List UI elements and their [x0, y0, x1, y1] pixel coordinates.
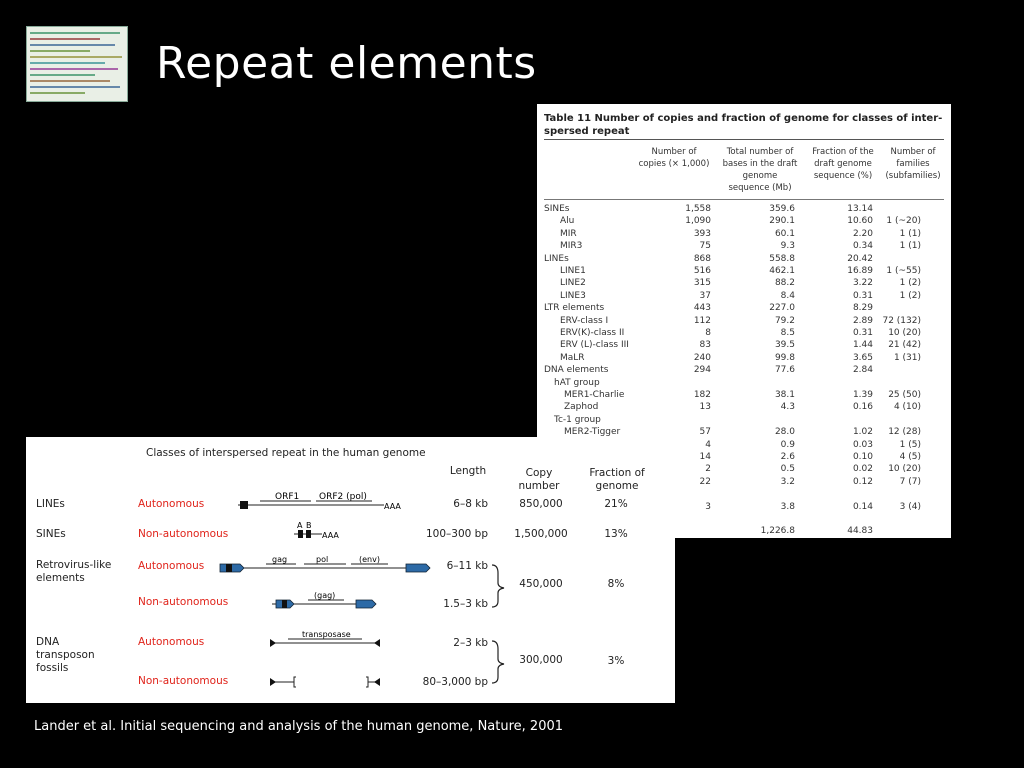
table-cell-label: MIR: [560, 228, 577, 239]
header-line: Total number of: [726, 147, 794, 157]
table-cell-frac: 0.12: [852, 476, 873, 487]
table-cell-frac: 0.31: [852, 290, 873, 301]
table-cell-frac: 13.14: [847, 204, 873, 214]
table-cell-copies: 83: [699, 340, 711, 351]
class-line: transposon: [36, 649, 95, 661]
table-cell-label: MER1-Charlie: [564, 390, 625, 400]
table-cell-frac: 0.31: [852, 328, 873, 338]
table-cell-copies: 13: [699, 402, 711, 413]
repeat-classes-figure: [26, 437, 675, 703]
table-cell-total: 8.4: [780, 290, 795, 301]
table-cell-frac: 20.42: [847, 253, 873, 264]
table-row: [537, 204, 951, 216]
table-cell-fam: 21 (42): [888, 340, 921, 351]
table-cell-copies: 516: [693, 266, 711, 276]
table-cell-fam: 1 (~55): [886, 266, 921, 276]
table-cell-copies: 443: [693, 303, 711, 314]
table-cell-frac: 0.03: [852, 439, 873, 450]
table-cell-copies: 294: [693, 365, 711, 376]
header-line: Copy: [525, 467, 553, 479]
table-cell-fam: 1 (2): [899, 278, 921, 289]
table-cell-label: ERV(K)-class II: [560, 328, 625, 338]
table-cell-fam: 1 (2): [899, 290, 921, 301]
table-cell-fam: 10 (20): [888, 328, 921, 338]
header-line: Fraction of: [589, 467, 645, 479]
table-cell-fam: 7 (7): [899, 476, 921, 487]
table-cell-label: MIR3: [560, 241, 583, 252]
copies-retro: 450,000: [519, 578, 563, 590]
table-cell-total: 77.6: [774, 365, 795, 376]
class-lines: LINEs: [36, 498, 65, 510]
table-caption: [544, 112, 944, 138]
header-total: [715, 146, 805, 194]
table-cell-label: LINE3: [560, 290, 586, 301]
header-line: (subfamilies): [885, 171, 941, 181]
retro-autonomous-diagram: [220, 555, 430, 572]
table-row: [537, 316, 951, 328]
header-line: Number of: [890, 147, 936, 157]
table-cell-total: 3.2: [780, 476, 795, 487]
caption-line: spersed repeat: [544, 126, 630, 137]
table-cell-copies: 2: [705, 464, 711, 475]
table-cell-total: 39.5: [774, 340, 795, 351]
table-cell-frac: 3.22: [852, 278, 873, 289]
dna-autonomous-diagram: [270, 630, 380, 647]
fraction-dna: 3%: [607, 655, 625, 667]
table-cell-copies: 112: [693, 315, 711, 326]
polya-label: AAA: [322, 531, 339, 540]
table-cell-copies: 240: [693, 352, 711, 363]
type-retro-autonomous: Autonomous: [138, 560, 205, 572]
table-row: [537, 353, 951, 365]
table-cell-frac: 0.14: [852, 501, 873, 512]
header-families: [881, 146, 945, 182]
type-lines-autonomous: Autonomous: [138, 498, 205, 510]
retro-bracket: [492, 565, 504, 607]
length-dna-nonauto: 80–3,000 bp: [422, 676, 488, 688]
table-row: [537, 254, 951, 266]
caption-rule: [544, 139, 944, 140]
length-sines: 100–300 bp: [425, 528, 488, 540]
table-cell-fam: 72 (132): [882, 315, 921, 326]
table-cell-label: Alu: [560, 216, 575, 227]
element-diagrams: [26, 437, 675, 703]
table-row: [537, 328, 951, 340]
class-line: Retrovirus-like: [36, 559, 112, 571]
header-rule: [544, 199, 944, 200]
table-cell-fam: 1 (31): [893, 352, 921, 363]
header-line: families: [896, 159, 930, 169]
table-cell-fam: 1 (1): [899, 228, 921, 239]
table-cell-label: hAT group: [554, 377, 600, 388]
header-line: genome: [595, 480, 639, 492]
table-cell-label: DNA elements: [544, 365, 609, 376]
table-cell-fam: 1 (~20): [886, 216, 921, 227]
table-cell-copies: 8: [705, 328, 711, 338]
table-cell-copies: 182: [693, 390, 711, 400]
table-cell-total: 558.8: [769, 253, 795, 264]
class-line: fossils: [36, 662, 69, 674]
table-row: [537, 266, 951, 278]
table-cell-copies: 3: [705, 501, 711, 512]
table-row: [537, 340, 951, 352]
fraction-retro: 8%: [607, 578, 625, 590]
slide-title: Repeat elements: [156, 38, 537, 89]
table-cell-total: 9.3: [780, 241, 795, 252]
env-label: (env): [359, 555, 380, 564]
table-row: [537, 278, 951, 290]
table-row: [537, 402, 951, 414]
table-cell-fam: 10 (20): [888, 464, 921, 475]
gag-label: gag: [272, 555, 288, 564]
header-line: Number of: [651, 147, 697, 157]
table-cell-label: SINEs: [544, 204, 570, 214]
type-dna-autonomous: Autonomous: [138, 636, 205, 648]
table-cell-label: ERV-class I: [560, 315, 609, 326]
table-cell-frac: 3.65: [852, 352, 873, 363]
class-sines: SINEs: [36, 528, 66, 540]
class-line: elements: [36, 572, 85, 584]
table-cell-total: 8.5: [780, 328, 795, 338]
table-cell-total: 1,226.8: [760, 526, 795, 537]
table-cell-frac: 1.44: [852, 340, 873, 351]
transposase-label: transposase: [302, 630, 351, 639]
table-cell-label: LTR elements: [544, 303, 605, 314]
table-cell-total: 290.1: [769, 216, 795, 227]
table-cell-fam: 1 (1): [899, 241, 921, 252]
table-cell-copies: 1,558: [685, 204, 711, 214]
table-cell-total: 38.1: [774, 390, 795, 400]
header-line: bases in the draft: [722, 159, 798, 169]
table-cell-label: LINE1: [560, 266, 586, 276]
table-cell-label: LINE2: [560, 278, 586, 289]
fraction-sines: 13%: [604, 528, 628, 540]
table-cell-total: 60.1: [774, 228, 795, 239]
table-cell-total: 28.0: [774, 427, 795, 438]
table-cell-copies: 393: [693, 228, 711, 239]
table-cell-total: 359.6: [769, 204, 795, 214]
table-cell-total: 88.2: [774, 278, 795, 289]
table-row: [537, 241, 951, 253]
table-cell-frac: 2.20: [852, 228, 873, 239]
table-row: [537, 291, 951, 303]
table-cell-label: Zaphod: [564, 402, 599, 413]
table-row: [537, 229, 951, 241]
table-cell-total: 3.8: [780, 501, 795, 512]
table-row: [537, 216, 951, 228]
table-cell-fam: 25 (50): [888, 390, 921, 400]
fraction-lines: 21%: [604, 498, 628, 510]
table-cell-copies: 22: [699, 476, 711, 487]
table-row: [537, 303, 951, 315]
header-line: draft genome: [814, 159, 872, 169]
table-cell-frac: 0.16: [852, 402, 873, 413]
length-dna-auto: 2–3 kb: [453, 637, 488, 649]
table-cell-copies: 57: [699, 427, 711, 438]
table-cell-label: Tc-1 group: [554, 414, 601, 425]
header-fraction: [803, 146, 883, 182]
table-cell-label: MaLR: [560, 352, 585, 363]
polya-label: AAA: [384, 502, 401, 511]
box-b-label: B: [306, 521, 312, 530]
line-element-diagram: [238, 492, 401, 511]
copies-sines: 1,500,000: [514, 528, 568, 540]
table-cell-total: 227.0: [769, 303, 795, 314]
dna-bracket: [492, 641, 504, 683]
pol-label: pol: [316, 555, 329, 564]
type-dna-nonautonomous: Non-autonomous: [138, 675, 229, 687]
table-cell-fam: 3 (4): [899, 501, 921, 512]
table-cell-total: 99.8: [774, 352, 795, 363]
table-cell-copies: 14: [699, 452, 711, 462]
header-length: Length: [449, 465, 487, 477]
orf1-label: ORF1: [275, 492, 300, 502]
length-retro-nonauto: 1.5–3 kb: [443, 598, 488, 610]
header-line: sequence (Mb): [728, 183, 792, 193]
table-cell-frac: 10.60: [847, 216, 873, 227]
table-cell-label: ERV (L)-class III: [560, 340, 629, 351]
class-line: DNA: [36, 636, 60, 648]
box-a-label: A: [297, 521, 303, 530]
table-cell-fam: 1 (5): [899, 439, 921, 450]
copies-dna: 300,000: [519, 654, 563, 666]
table-cell-copies: 75: [699, 241, 711, 252]
orf2-label: ORF2 (pol): [319, 492, 367, 502]
table-cell-total: 79.2: [774, 315, 795, 326]
table-cell-frac: 16.89: [847, 266, 873, 276]
table-cell-frac: 2.89: [852, 315, 873, 326]
header-line: number: [518, 480, 560, 492]
gag-label: (gag): [314, 591, 336, 600]
slide-thumbnail-image: [26, 26, 128, 102]
table-row: [537, 390, 951, 402]
table-row: [537, 365, 951, 377]
table-cell-fam: 4 (5): [899, 452, 921, 462]
citation: Lander et al. Initial sequencing and analysis of the human genome, Nature, 2001: [34, 719, 564, 734]
sine-element-diagram: [294, 521, 339, 540]
header-line: sequence (%): [813, 171, 873, 181]
table-cell-total: 0.5: [780, 464, 795, 475]
copies-lines: 850,000: [519, 498, 563, 510]
table-cell-copies: 868: [693, 253, 711, 264]
table-cell-total: 0.9: [780, 439, 795, 450]
table-row: [537, 415, 951, 427]
table-cell-copies: 315: [693, 278, 711, 289]
header-line: genome: [742, 171, 778, 181]
table-cell-fam: 12 (28): [888, 427, 921, 438]
table-cell-total: 4.3: [780, 402, 795, 413]
header-line: Fraction of the: [812, 147, 874, 157]
table-cell-frac: 1.02: [852, 427, 873, 438]
figure-title: Classes of interspersed repeat in the human genome: [146, 447, 426, 459]
length-lines: 6–8 kb: [453, 498, 488, 510]
header-line: copies (× 1,000): [638, 159, 710, 169]
table-cell-fam: 4 (10): [893, 402, 921, 413]
type-sines-nonautonomous: Non-autonomous: [138, 528, 229, 540]
table-cell-total: 462.1: [769, 266, 795, 276]
table-cell-frac: 2.84: [852, 365, 873, 376]
dna-nonautonomous-diagram: [270, 677, 380, 687]
table-cell-frac: 0.10: [852, 452, 873, 462]
length-retro-auto: 6–11 kb: [446, 560, 488, 572]
retro-nonautonomous-diagram: [272, 591, 376, 608]
table-row: [537, 378, 951, 390]
table-cell-frac: 8.29: [852, 303, 873, 314]
type-retro-nonautonomous: Non-autonomous: [138, 596, 229, 608]
table-cell-copies: 37: [699, 290, 711, 301]
header-copies: [631, 146, 717, 170]
table-cell-frac: 44.83: [847, 526, 873, 537]
table-cell-total: 2.6: [780, 452, 795, 462]
table-cell-label: MER2-Tigger: [564, 427, 621, 438]
table-cell-copies: 1,090: [685, 216, 711, 227]
table-cell-copies: 4: [705, 439, 711, 450]
table-cell-frac: 1.39: [852, 390, 873, 400]
table-cell-label: LINEs: [544, 253, 569, 264]
caption-line: Table 11 Number of copies and fraction of genome for classes of inter-: [544, 113, 943, 124]
table-cell-frac: 0.34: [852, 241, 873, 252]
table-cell-frac: 0.02: [852, 464, 873, 475]
